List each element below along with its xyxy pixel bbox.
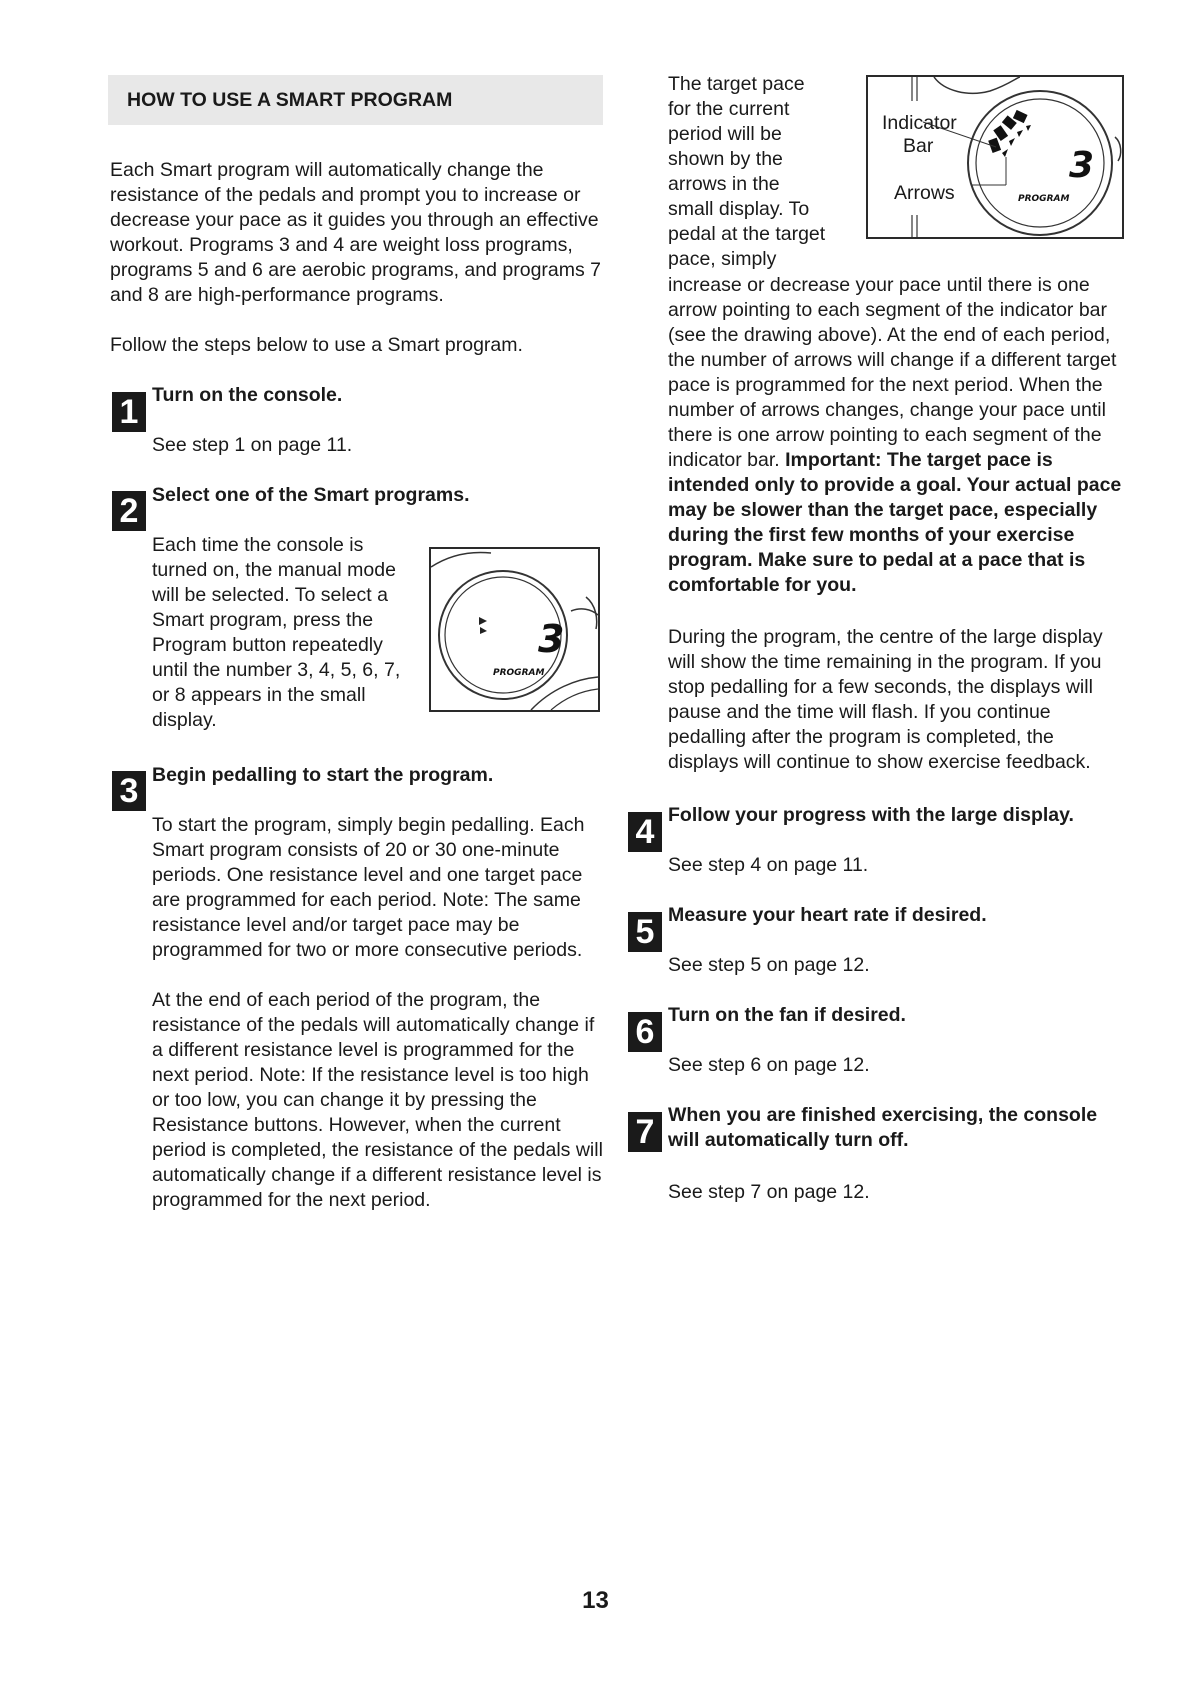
important-note: Important: The target pace is intended only to provide a goal. Your actual pace may be slower than the target pace, especially during the first few months of your exercise program. Make sure to pedal at a pace that is comfortable for you. [668, 449, 1122, 596]
step-1-title: Turn on the console. [152, 384, 343, 406]
step-number-7: 7 [628, 1112, 662, 1152]
target-pace-line: small display. To [668, 198, 810, 220]
step-number-1: 1 [112, 392, 146, 432]
target-pace-line: shown by the [668, 148, 783, 170]
step-5-text: See step 5 on page 12. [668, 954, 870, 976]
step-4-text: See step 4 on page 11. [668, 854, 869, 876]
step-2-text: Each time the console is turned on, the manual mode will be selected. To select a Smart program, press the Program button repeatedly until the number 3, 4, 5, 6, 7, or 8 appears in the small display. [152, 534, 401, 731]
indicator-figure-program-label: PROGRAM [1018, 194, 1070, 204]
target-pace-intro [668, 72, 868, 272]
step-4-title: Follow your progress with the large display. [668, 804, 1074, 826]
indicator-bar-figure [866, 75, 1124, 239]
step-6-text: See step 6 on page 12. [668, 1054, 870, 1076]
step-number-4: 4 [628, 812, 662, 852]
console-figure-digit: 3 [538, 617, 565, 661]
target-pace-line: pace, simply [668, 248, 777, 270]
target-pace-line: for the current [668, 98, 790, 120]
indicator-label: Indicator [882, 112, 957, 134]
section-heading [108, 75, 603, 125]
console-figure-label: PROGRAM [493, 668, 545, 678]
during-program-paragraph: During the program, the centre of the large display will show the time remaining in the program. If you stop pedalling for a few seconds, the displays will pause and the time will flash. If you continue pedalling after the program is completed, the displays will continue to show exercise feedback. [668, 626, 1103, 773]
step-number-2: 2 [112, 491, 146, 531]
target-pace-continuation [668, 273, 1128, 598]
section-heading-text: HOW TO USE A SMART PROGRAM [127, 88, 453, 111]
target-pace-line: pedal at the target [668, 223, 826, 245]
indicator-figure-digit: 3 [1069, 145, 1095, 186]
step-3-text: To start the program, simply begin pedalling. Each Smart program consists of 20 or 30 one-minute periods. One resistance level and one target pace are programmed for each period. Note: The same resistance level and/or target pace may be programmed for two or more consecutive periods. [152, 814, 585, 961]
step-number-5: 5 [628, 912, 662, 952]
console-program-figure [429, 547, 600, 712]
step-number-6: 6 [628, 1012, 662, 1052]
step-3-title: Begin pedalling to start the program. [152, 764, 494, 786]
step-6-title: Turn on the fan if desired. [668, 1004, 906, 1026]
step-7-title: When you are finished exercising, the console will automatically turn off. [668, 1104, 1098, 1151]
step-2-title: Select one of the Smart programs. [152, 484, 470, 506]
step-7-text: See step 7 on page 12. [668, 1181, 870, 1203]
target-pace-line: The target pace [668, 73, 805, 95]
follow-steps-text: Follow the steps below to use a Smart program. [110, 334, 523, 356]
bar-label: Bar [903, 135, 934, 157]
target-pace-line: arrows in the [668, 173, 780, 195]
step-5-title: Measure your heart rate if desired. [668, 904, 987, 926]
step-number-3: 3 [112, 771, 146, 811]
step-1-text: See step 1 on page 11. [152, 434, 353, 456]
target-pace-line: period will be [668, 123, 782, 145]
step-3-text-2: At the end of each period of the program, the resistance of the pedals will automatically change if a different resistance level is programmed for the next period. Note: If the resistance level is too high or too low, you can change it by pressing the Resistance buttons. However, when the current period is completed, the resistance of the pedals will automatically change if a different resistance level is programmed for the next period. [152, 989, 603, 1211]
intro-paragraph: Each Smart program will automatically change the resistance of the pedals and prompt you to increase or decrease your pace as it guides you through an effective workout. Programs 3 and 4 are weight loss programs, programs 5 and 6 are aerobic programs, and programs 7 and 8 are high-performance programs. [110, 159, 602, 306]
target-pace-continuation-text: increase or decrease your pace until there is one arrow pointing to each segment of the indicator bar (see the drawing above). At the end of each period, the number of arrows will change if a different target pace is programmed for the next period. When the number of arrows changes, change your pace until there is one arrow pointing to each segment of the indicator bar. [668, 274, 1117, 471]
arrows-label: Arrows [894, 182, 955, 204]
page-number: 13 [582, 1587, 609, 1614]
console-display-illustration [431, 549, 598, 710]
